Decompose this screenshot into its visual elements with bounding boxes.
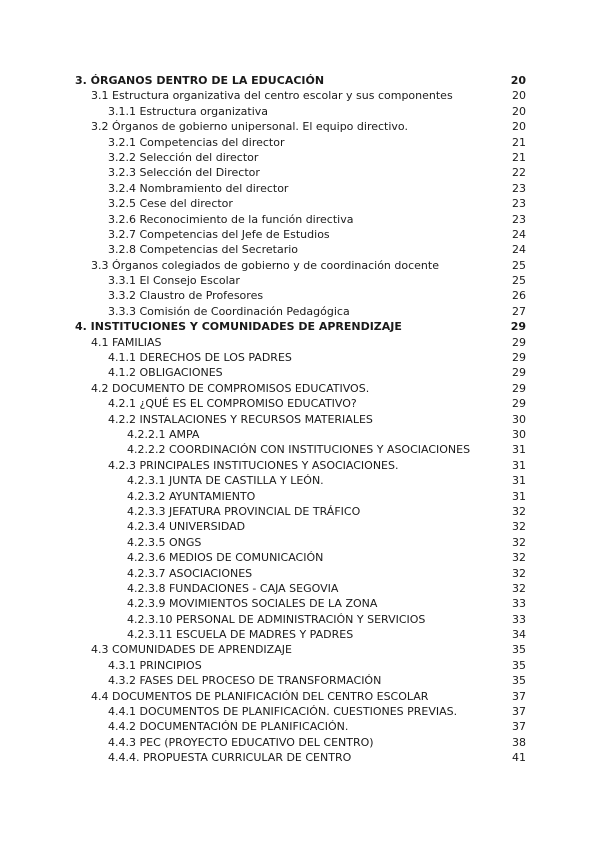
toc-entry-title: 4.3.2 FASES DEL PROCESO DE TRANSFORMACIÓN bbox=[108, 674, 382, 688]
toc-entry-page: 32 bbox=[512, 504, 526, 518]
toc-entry-page: 23 bbox=[512, 197, 526, 211]
toc-entry[interactable] bbox=[0, 273, 600, 288]
toc-entry[interactable] bbox=[0, 104, 600, 119]
toc-entry-title: 3.3 Órganos colegiados de gobierno y de coordinación docente bbox=[91, 258, 439, 272]
toc-entry-page: 29 bbox=[512, 366, 526, 380]
toc-entry-page: 34 bbox=[512, 628, 526, 642]
toc-entry[interactable] bbox=[0, 427, 600, 442]
toc-entry-page: 35 bbox=[512, 643, 526, 657]
toc-entry-page: 31 bbox=[512, 489, 526, 503]
toc-entry-page: 29 bbox=[512, 335, 526, 349]
toc-entry-page: 35 bbox=[512, 674, 526, 688]
toc-entry-page: 30 bbox=[512, 427, 526, 441]
toc-entry[interactable] bbox=[0, 489, 600, 504]
toc-entry[interactable] bbox=[0, 181, 600, 196]
toc-entry-title: 4.2.2.1 AMPA bbox=[127, 427, 200, 441]
toc-entry-title: 4.2.3.11 ESCUELA DE MADRES Y PADRES bbox=[127, 628, 354, 642]
toc-entry-page: 25 bbox=[512, 274, 526, 288]
toc-entry-page: 41 bbox=[512, 751, 526, 765]
toc-entry[interactable] bbox=[0, 319, 600, 334]
toc-entry-page: 29 bbox=[512, 397, 526, 411]
toc-entry[interactable] bbox=[0, 704, 600, 719]
toc-entry-title: 4.2.3.4 UNIVERSIDAD bbox=[127, 520, 246, 534]
toc-entry[interactable] bbox=[0, 381, 600, 396]
toc-entry[interactable] bbox=[0, 150, 600, 165]
toc-entry-title: 4.2.3.3 JEFATURA PROVINCIAL DE TRÁFICO bbox=[127, 504, 361, 518]
toc-entry-title: 4.2 DOCUMENTO DE COMPROMISOS EDUCATIVOS. bbox=[91, 381, 370, 395]
toc-entry-title: 3. ÓRGANOS DENTRO DE LA EDUCACIÓN bbox=[75, 74, 325, 87]
toc-entry-page: 23 bbox=[512, 181, 526, 195]
toc-entry[interactable] bbox=[0, 458, 600, 473]
toc-entry-title: 3.1.1 Estructura organizativa bbox=[108, 104, 269, 118]
toc-entry-title: 3.2.8 Competencias del Secretario bbox=[108, 243, 298, 257]
toc-entry-page: 38 bbox=[512, 735, 526, 749]
toc-entry-page: 32 bbox=[512, 520, 526, 534]
toc-entry-page: 31 bbox=[512, 458, 526, 472]
toc-entry-title: 4.2.3.10 PERSONAL DE ADMINISTRACIÓN Y SERVICIOS bbox=[127, 612, 426, 626]
toc-entry[interactable] bbox=[0, 304, 600, 319]
toc-entry-title: 4.2.3.1 JUNTA DE CASTILLA Y LEÓN. bbox=[127, 474, 324, 488]
toc-entry-title: 3.2 Órganos de gobierno unipersonal. El equipo directivo. bbox=[91, 120, 408, 134]
toc-entry-page: 37 bbox=[512, 705, 526, 719]
toc-entry[interactable] bbox=[0, 658, 600, 673]
toc-entry[interactable] bbox=[0, 566, 600, 581]
toc-entry-page: 24 bbox=[512, 227, 526, 241]
toc-entry-title: 4.2.3.6 MEDIOS DE COMUNICACIÓN bbox=[127, 551, 324, 565]
toc-entry[interactable] bbox=[0, 335, 600, 350]
toc-entry-title: 4.2.3.9 MOVIMIENTOS SOCIALES DE LA ZONA bbox=[127, 597, 378, 611]
toc-entry[interactable] bbox=[0, 750, 600, 765]
table-of-contents bbox=[0, 73, 600, 766]
toc-entry-title: 3.2.3 Selección del Director bbox=[108, 166, 260, 180]
toc-entry-title: 4.4.1 DOCUMENTOS DE PLANIFICACIÓN. CUESTIONES PREVIAS. bbox=[108, 705, 458, 719]
toc-entry[interactable] bbox=[0, 135, 600, 150]
toc-entry-page: 27 bbox=[512, 304, 526, 318]
toc-entry-page: 25 bbox=[512, 258, 526, 272]
toc-entry-page: 29 bbox=[512, 351, 526, 365]
toc-entry-title: 4.1.2 OBLIGACIONES bbox=[108, 366, 223, 380]
toc-entry[interactable] bbox=[0, 504, 600, 519]
toc-entry[interactable] bbox=[0, 689, 600, 704]
toc-entry-page: 24 bbox=[512, 243, 526, 257]
toc-entry-page: 37 bbox=[512, 689, 526, 703]
toc-entry-title: 4.1 FAMILIAS bbox=[91, 335, 162, 349]
toc-entry[interactable] bbox=[0, 88, 600, 103]
toc-entry-page: 20 bbox=[510, 74, 526, 87]
toc-entry[interactable] bbox=[0, 442, 600, 457]
toc-entry-page: 35 bbox=[512, 658, 526, 672]
toc-entry-title: 4.4.2 DOCUMENTACIÓN DE PLANIFICACIÓN. bbox=[108, 720, 349, 734]
toc-entry-page: 20 bbox=[512, 120, 526, 134]
toc-entry[interactable] bbox=[0, 165, 600, 180]
toc-entry-page: 20 bbox=[512, 89, 526, 103]
toc-entry-page: 31 bbox=[512, 474, 526, 488]
toc-entry-title: 4.2.3 PRINCIPALES INSTITUCIONES Y ASOCIACIONES. bbox=[108, 458, 399, 472]
toc-entry[interactable] bbox=[0, 288, 600, 303]
toc-entry-page: 22 bbox=[512, 166, 526, 180]
toc-entry-page: 33 bbox=[512, 612, 526, 626]
toc-entry-title: 3.2.5 Cese del director bbox=[108, 197, 233, 211]
toc-entry-page: 32 bbox=[512, 566, 526, 580]
toc-entry[interactable] bbox=[0, 596, 600, 611]
toc-entry[interactable] bbox=[0, 73, 600, 88]
toc-entry-title: 4.4.3 PEC (PROYECTO EDUCATIVO DEL CENTRO) bbox=[108, 735, 374, 749]
toc-entry[interactable] bbox=[0, 227, 600, 242]
toc-entry-title: 4.2.2 INSTALACIONES Y RECURSOS MATERIALES bbox=[108, 412, 373, 426]
toc-entry[interactable] bbox=[0, 473, 600, 488]
toc-entry-title: 4.2.3.2 AYUNTAMIENTO bbox=[127, 489, 256, 503]
toc-entry-title: 4.2.1 ¿QUÉ ES EL COMPROMISO EDUCATIVO? bbox=[108, 397, 357, 411]
toc-entry-title: 3.2.4 Nombramiento del director bbox=[108, 181, 289, 195]
toc-entry[interactable] bbox=[0, 212, 600, 227]
toc-entry-title: 3.2.7 Competencias del Jefe de Estudios bbox=[108, 227, 330, 241]
toc-entry-title: 3.2.6 Reconocimiento de la función directiva bbox=[108, 212, 354, 226]
toc-entry[interactable] bbox=[0, 242, 600, 257]
toc-entry-page: 20 bbox=[512, 104, 526, 118]
toc-entry[interactable] bbox=[0, 519, 600, 534]
toc-entry-page: 30 bbox=[512, 412, 526, 426]
toc-entry-title: 3.2.1 Competencias del director bbox=[108, 135, 285, 149]
toc-entry-title: 4.1.1 DERECHOS DE LOS PADRES bbox=[108, 351, 292, 365]
toc-entry[interactable] bbox=[0, 365, 600, 380]
toc-entry[interactable] bbox=[0, 196, 600, 211]
toc-entry[interactable] bbox=[0, 673, 600, 688]
toc-entry-page: 33 bbox=[512, 597, 526, 611]
toc-entry-title: 4. INSTITUCIONES Y COMUNIDADES DE APRENDIZAJE bbox=[75, 320, 402, 334]
toc-entry-page: 23 bbox=[512, 212, 526, 226]
toc-entry-page: 31 bbox=[512, 443, 526, 457]
toc-entry-page: 32 bbox=[512, 551, 526, 565]
toc-entry-page: 21 bbox=[512, 135, 526, 149]
toc-entry-title: 3.3.3 Comisión de Coordinación Pedagógica bbox=[108, 304, 350, 318]
toc-entry-title: 3.1 Estructura organizativa del centro escolar y sus componentes bbox=[91, 89, 453, 103]
toc-entry-title: 4.2.2.2 COORDINACIÓN CON INSTITUCIONES Y ASOCIACIONES bbox=[127, 443, 471, 457]
toc-entry-page: 29 bbox=[512, 381, 526, 395]
toc-entry-page: 37 bbox=[512, 720, 526, 734]
toc-entry-title: 4.3 COMUNIDADES DE APRENDIZAJE bbox=[91, 643, 292, 657]
toc-entry[interactable] bbox=[0, 396, 600, 411]
toc-entry-title: 3.3.2 Claustro de Profesores bbox=[108, 289, 264, 303]
toc-entry[interactable] bbox=[0, 735, 600, 750]
toc-entry[interactable] bbox=[0, 550, 600, 565]
toc-entry[interactable] bbox=[0, 119, 600, 134]
toc-entry[interactable] bbox=[0, 581, 600, 596]
toc-entry-title: 3.3.1 El Consejo Escolar bbox=[108, 274, 240, 288]
toc-entry-page: 32 bbox=[512, 581, 526, 595]
toc-entry[interactable] bbox=[0, 535, 600, 550]
toc-entry[interactable] bbox=[0, 350, 600, 365]
toc-entry-page: 21 bbox=[512, 150, 526, 164]
toc-entry[interactable] bbox=[0, 642, 600, 657]
toc-entry-title: 4.4 DOCUMENTOS DE PLANIFICACIÓN DEL CENTRO ESCOLAR bbox=[91, 689, 429, 703]
toc-entry-title: 4.4.4. PROPUESTA CURRICULAR DE CENTRO bbox=[108, 751, 352, 765]
toc-entry[interactable] bbox=[0, 719, 600, 734]
toc-entry-title: 4.2.3.7 ASOCIACIONES bbox=[127, 566, 253, 580]
toc-entry-page: 32 bbox=[512, 535, 526, 549]
toc-entry[interactable] bbox=[0, 612, 600, 627]
toc-entry[interactable] bbox=[0, 258, 600, 273]
toc-entry-title: 4.2.3.8 FUNDACIONES - CAJA SEGOVIA bbox=[127, 581, 339, 595]
toc-entry-title: 4.2.3.5 ONGS bbox=[127, 535, 202, 549]
toc-entry-page: 29 bbox=[510, 320, 526, 334]
toc-entry[interactable] bbox=[0, 627, 600, 642]
toc-entry[interactable] bbox=[0, 412, 600, 427]
toc-entry-title: 3.2.2 Selección del director bbox=[108, 150, 259, 164]
toc-entry-page: 26 bbox=[512, 289, 526, 303]
toc-entry-title: 4.3.1 PRINCIPIOS bbox=[108, 658, 202, 672]
